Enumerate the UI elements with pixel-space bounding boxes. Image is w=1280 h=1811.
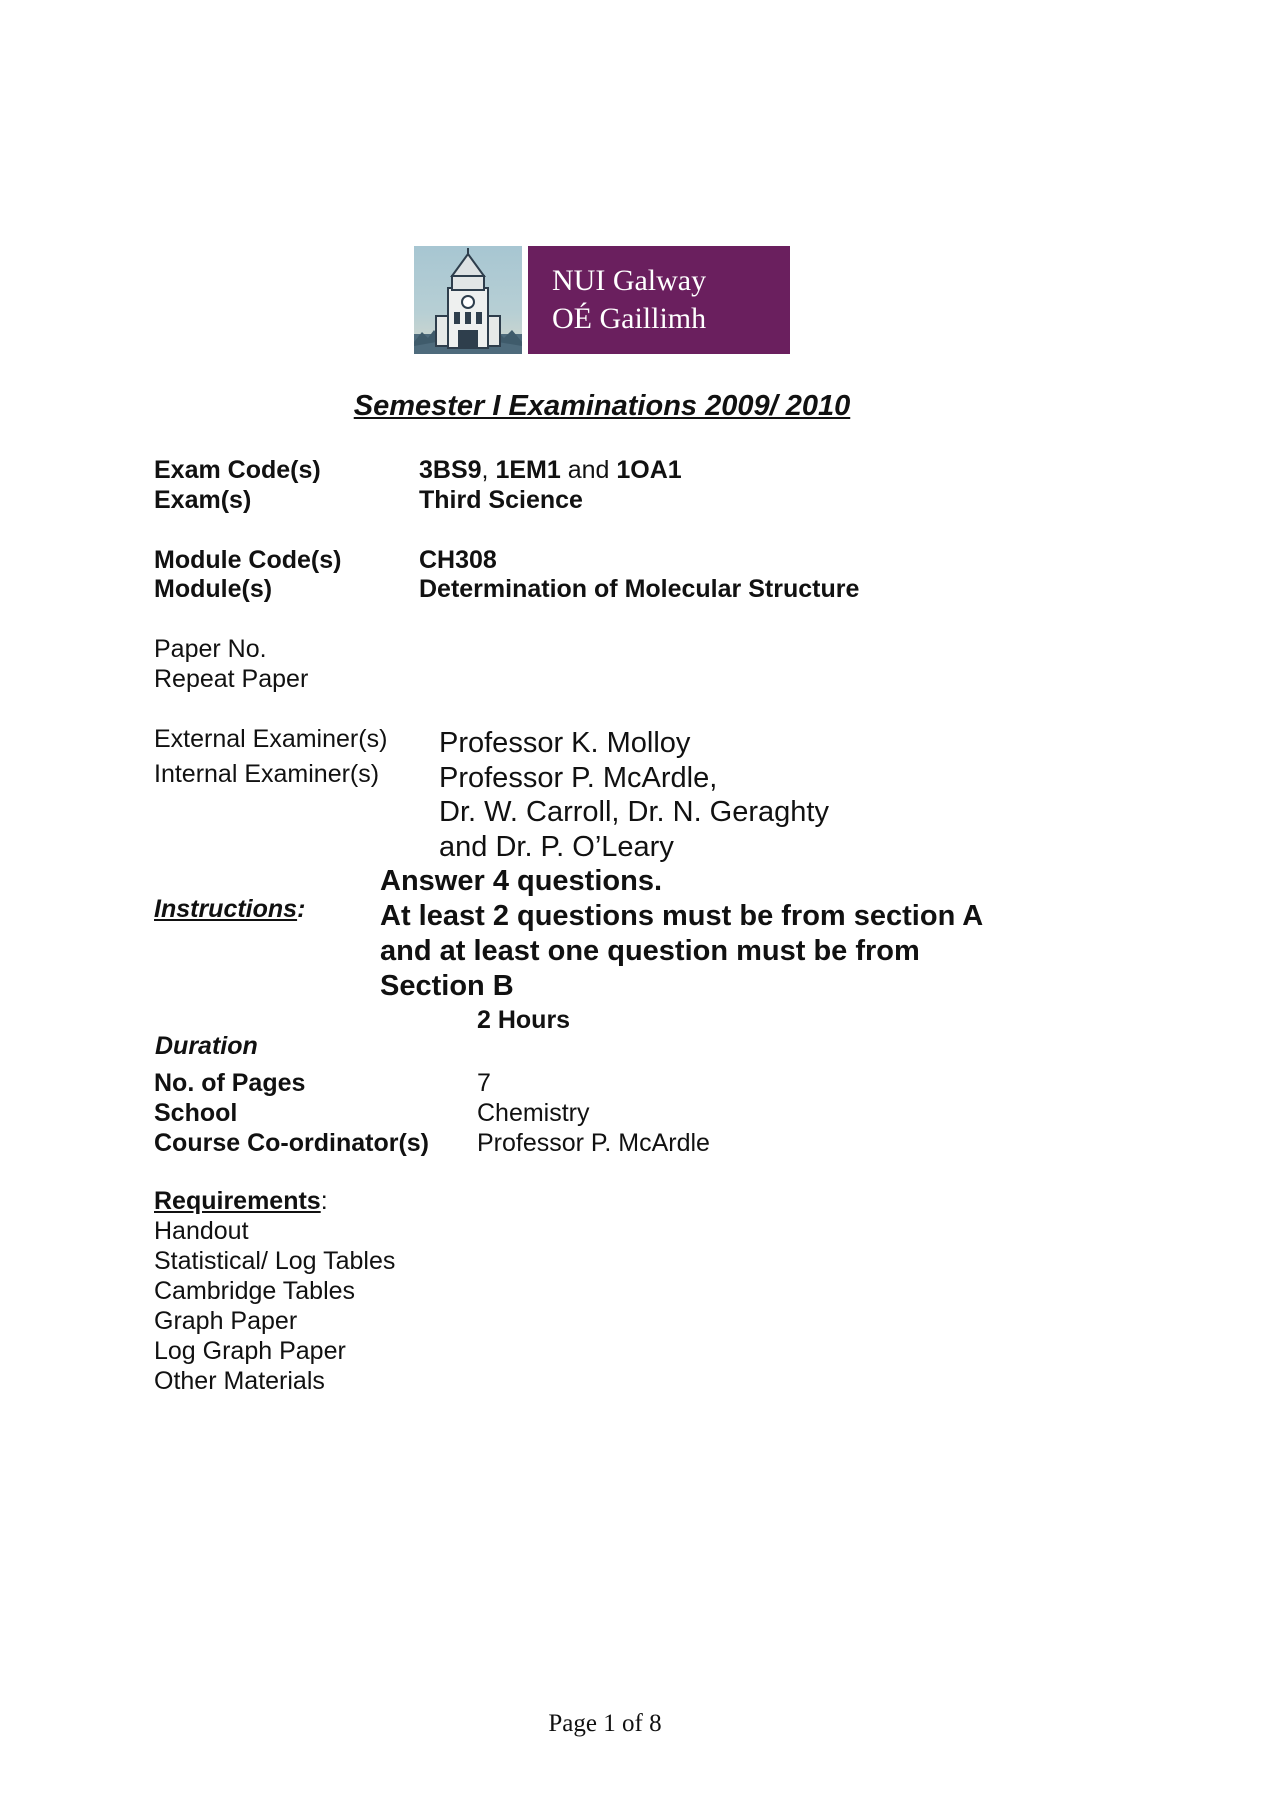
university-logo — [414, 246, 790, 354]
instruction-line: Answer 4 questions. — [380, 865, 663, 897]
requirement-item: Log Graph Paper — [154, 1337, 346, 1365]
paper-no-label: Paper No. — [154, 635, 267, 663]
exam-code-2: 1EM1 — [495, 456, 561, 484]
requirement-item: Graph Paper — [154, 1307, 298, 1335]
no-of-pages-label: No. of Pages — [154, 1069, 306, 1097]
exams-label: Exam(s) — [154, 486, 252, 514]
external-examiners-value: Professor K. Molloy — [439, 727, 691, 759]
repeat-paper-label: Repeat Paper — [154, 665, 309, 693]
course-coordinators-value: Professor P. McArdle — [477, 1129, 710, 1157]
instructions-label — [154, 895, 305, 924]
modules-value: Determination of Molecular Structure — [419, 575, 860, 603]
requirements-label: Requirements — [154, 1187, 321, 1215]
internal-examiners-line: Dr. W. Carroll, Dr. N. Geraghty — [439, 796, 829, 828]
exam-code-3: 1OA1 — [616, 456, 682, 484]
requirements-colon: : — [320, 1187, 328, 1215]
requirement-item: Handout — [154, 1217, 249, 1245]
requirement-item: Cambridge Tables — [154, 1277, 356, 1305]
instructions-label-colon: : — [297, 895, 306, 923]
exam-codes-label: Exam Code(s) — [154, 456, 321, 484]
internal-examiners-line: Professor P. McArdle, — [439, 762, 718, 794]
school-label: School — [154, 1099, 238, 1127]
logo-line-irish: OÉ Gaillimh — [552, 302, 707, 335]
requirements-heading — [154, 1186, 328, 1216]
page-title: Semester I Examinations 2009/ 2010 — [353, 390, 851, 422]
internal-examiners-line: and Dr. P. O’Leary — [439, 831, 674, 863]
logo-text-block — [528, 246, 790, 354]
course-coordinators-label: Course Co-ordinator(s) — [154, 1129, 429, 1157]
clock-tower-image — [414, 246, 522, 354]
external-examiners-label: External Examiner(s) — [154, 725, 388, 753]
logo-line-english: NUI Galway — [552, 264, 707, 297]
instruction-line: and at least one question must be from — [380, 935, 920, 967]
school-value: Chemistry — [477, 1099, 590, 1127]
exam-code-separator-1: , — [481, 456, 496, 484]
instruction-line: At least 2 questions must be from section A — [380, 900, 984, 932]
exams-value: Third Science — [419, 486, 583, 514]
requirement-item: Other Materials — [154, 1367, 325, 1395]
instruction-line: Section B — [380, 970, 514, 1002]
requirement-item: Statistical/ Log Tables — [154, 1247, 396, 1275]
exam-codes-value — [419, 455, 682, 485]
exam-code-separator-2: and — [560, 456, 617, 484]
exam-code-1: 3BS9 — [419, 456, 482, 484]
duration-value: 2 Hours — [477, 1006, 571, 1034]
no-of-pages-value: 7 — [477, 1069, 491, 1097]
module-codes-label: Module Code(s) — [154, 546, 342, 574]
internal-examiners-label: Internal Examiner(s) — [154, 760, 380, 788]
page-number: Page 1 of 8 — [548, 1710, 662, 1737]
modules-label: Module(s) — [154, 575, 273, 603]
instructions-label-text: Instructions — [154, 895, 298, 923]
duration-label: Duration — [155, 1032, 258, 1060]
module-codes-value: CH308 — [419, 546, 497, 574]
